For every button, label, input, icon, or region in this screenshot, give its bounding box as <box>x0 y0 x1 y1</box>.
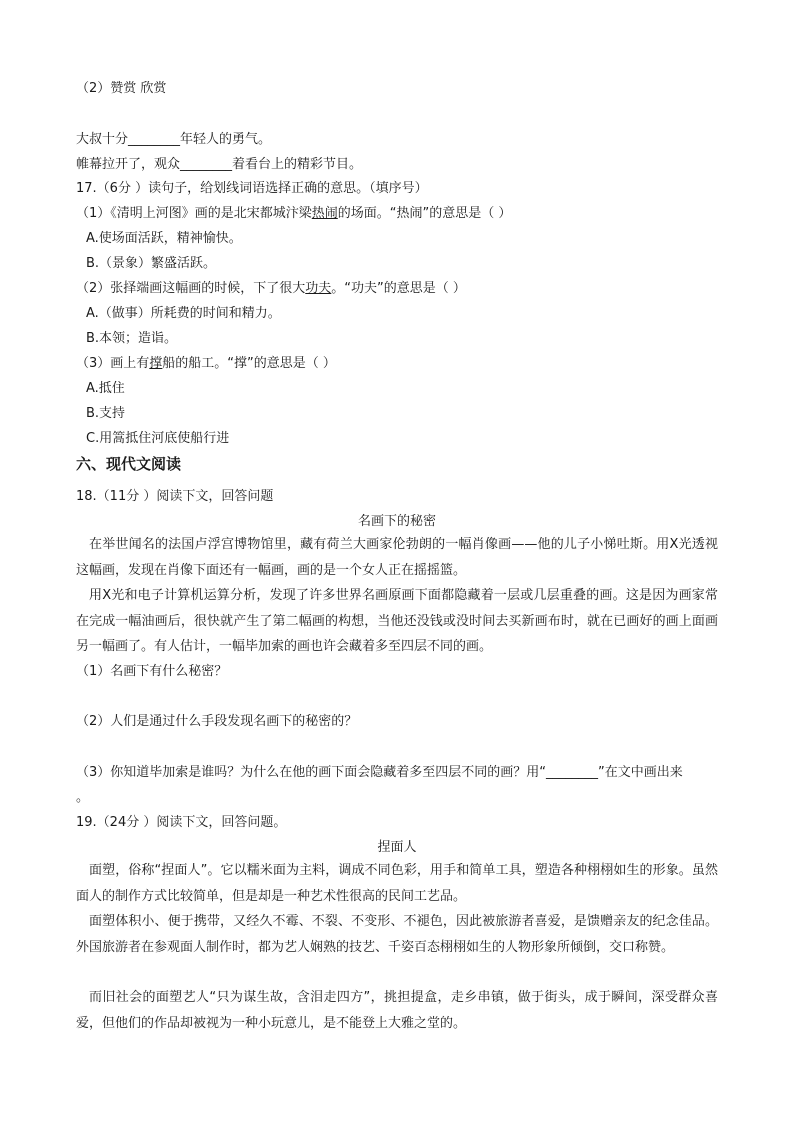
q17-sub3-option-a: A.抵住 <box>86 381 125 396</box>
q17-sub2-underlined-word: 功夫 <box>305 281 332 296</box>
q17-sub2-option-b: B.本领；造诣。 <box>86 331 178 346</box>
q18-stem: 18.（11分 ）阅读下文，回答问题 <box>76 489 274 504</box>
q19-passage-title: 捏面人 <box>377 840 417 855</box>
q17-sub1-option-a: A.使场面活跃，精神愉快。 <box>86 231 242 246</box>
q16-sentence-2: 帷幕拉开了，观众________着看台上的精彩节目。 <box>76 157 363 172</box>
q17-sub1-underlined-word: 热闹 <box>311 206 338 221</box>
q17-sub3-option-b: B.支持 <box>86 406 126 421</box>
q18-question-3: （3）你知道毕加索是谁吗？为什么在他的画下面会隐藏着多至四层不同的画？用“________”在文中画出来 <box>76 765 683 780</box>
q18-question-3-end: 。 <box>76 790 90 805</box>
q17-sub3-underlined-word: 撑 <box>149 356 163 371</box>
q16-sentence-1: 大叔十分________年轻人的勇气。 <box>76 132 272 147</box>
q18-passage-title: 名画下的秘密 <box>357 514 436 529</box>
q18-paragraph-1: 在举世闻名的法国卢浮宫博物馆里，藏有荷兰大画家伦勃朗的一幅肖像画——他的儿子小悌吐斯。用X光透视这幅画，发现在肖像下面还有一幅画，画的是一个女人正在摇摇篮。 <box>76 537 718 578</box>
q17-sub3-pre: （3）画上有 <box>76 356 150 371</box>
q19-stem: 19.（24分 ）阅读下文，回答问题。 <box>76 815 287 830</box>
q18-paragraph-2: 用X光和电子计算机运算分析，发现了许多世界名画原画下面都隐藏着一层或几层重叠的画。这是因为画家常在完成一幅油画后，很快就产生了第二幅画的构想，当他还没钱或没时间去买新画布时，就在已画好的画上面画另一幅画了。有人估计，一幅毕加索的画也许会藏着多至四层不同的画。 <box>76 588 718 654</box>
q17-sub1-pre: （1）《清明上河图》画的是北宋都城汴梁 <box>76 206 312 221</box>
q17-sub1-option-b: B.（景象）繁盛活跃。 <box>86 256 217 271</box>
q17-sub2-option-a: A.（做事）所耗费的时间和精力。 <box>86 306 281 321</box>
q17-sub1 <box>76 206 511 222</box>
section-title: 六、现代文阅读 <box>76 455 182 473</box>
q17-sub3-option-c: C.用篙抵住河底使船行进 <box>86 431 230 446</box>
q19-paragraph-2: 面塑体积小、便于携带，又经久不霉、不裂、不变形、不褪色，因此被旅游者喜爱，是馈赠亲友的纪念佳品。外国旅游者在参观面人制作时，都为艺人娴熟的技艺、千姿百态栩栩如生的人物形象所倾倒，交口称赞。 <box>76 914 718 955</box>
q17-sub1-post: 的场面。“热闹”的意思是（ ） <box>337 206 512 221</box>
q17-sub2-post: 。“功夫”的意思是（ ） <box>331 281 466 296</box>
q19-paragraph-1: 面塑，俗称“捏面人”。它以糯米面为主料，调成不同色彩，用手和简单工具，塑造各种栩栩如生的形象。虽然面人的制作方式比较简单，但是却是一种艺术性很高的民间工艺品。 <box>76 863 718 904</box>
q17-sub3 <box>76 356 336 372</box>
q16-part2-heading: （2）赞赏 欣赏 <box>76 81 167 96</box>
q17-stem: 17.（6分 ）读句子，给划线词语选择正确的意思。（填序号） <box>76 181 428 196</box>
q17-sub2 <box>76 281 466 297</box>
q17-sub2-pre: （2）张择端画这幅画的时候，下了很大 <box>76 281 306 296</box>
q19-paragraph-3: 而旧社会的面塑艺人“只为谋生故，含泪走四方”，挑担提盒，走乡串镇，做于街头，成于瞬间，深受群众喜爱，但他们的作品却被视为一种小玩意儿，是不能登上大雅之堂的。 <box>76 990 718 1031</box>
q18-question-2: （2）人们是通过什么手段发现名画下的秘密的？ <box>76 714 358 729</box>
q17-sub3-post: 船的船工。“撑”的意思是（ ） <box>162 356 336 371</box>
q18-question-1: （1）名画下有什么秘密？ <box>76 664 228 679</box>
